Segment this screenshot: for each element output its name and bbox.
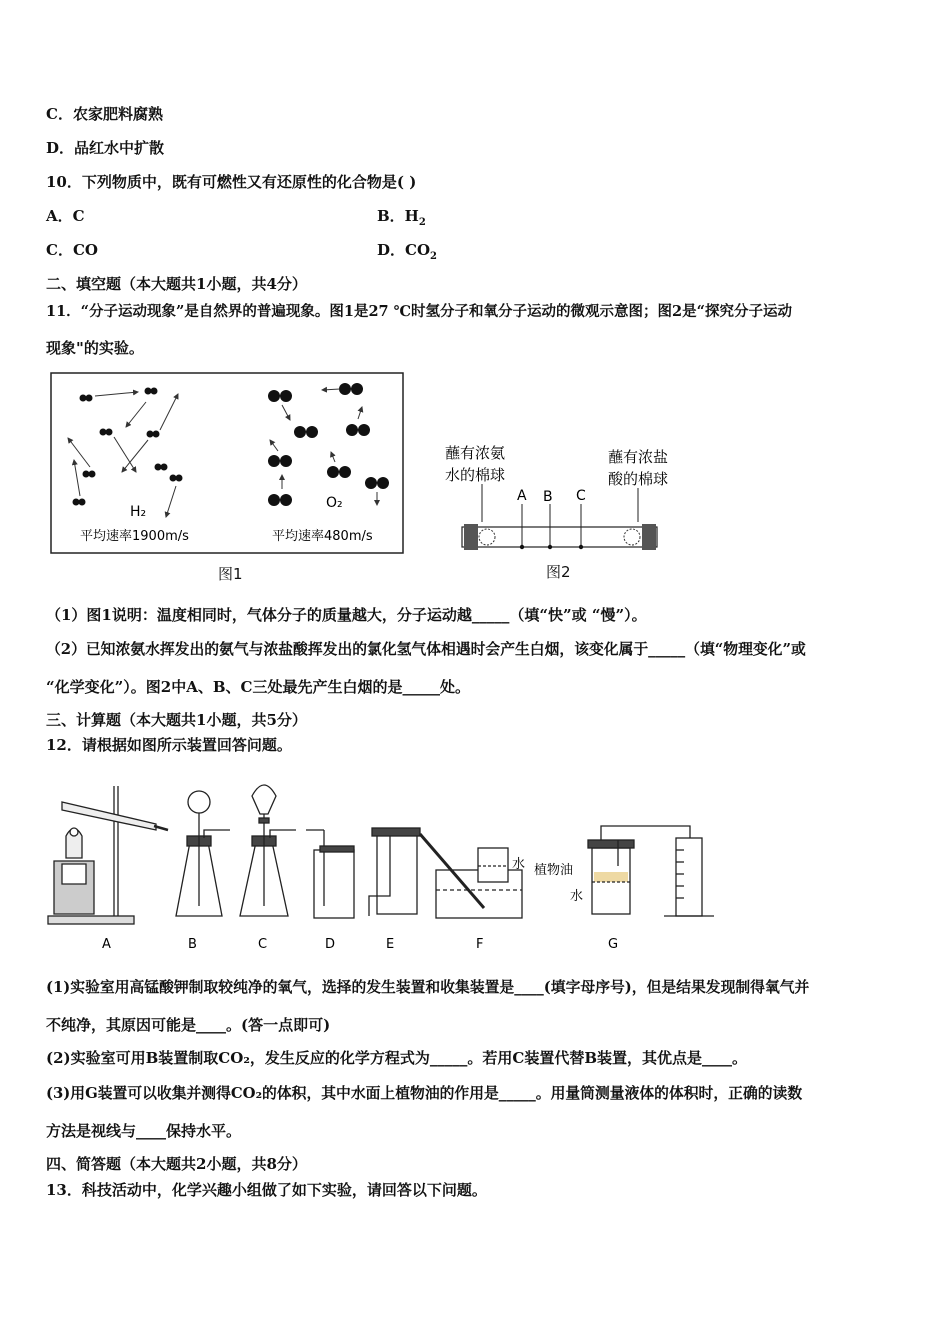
left-label-1: 蘸有浓氨	[445, 444, 506, 462]
question-12: 12．请根据如图所示装置回答问题。	[46, 736, 292, 754]
question-12-part3-line2: 方法是视线与____保持水平。	[46, 1122, 242, 1140]
o2-speed: 平均速率480m/s	[272, 529, 373, 544]
question-10: 10．下列物质中，既有可燃性又有还原性的化合物是( )	[46, 173, 417, 191]
question-11-part1: （1）图1说明：温度相同时，气体分子的质量越大，分子运动越_____（填“快”或 “慢”）。	[46, 606, 647, 624]
apparatus-label-b: B	[188, 937, 197, 952]
question-12-part1-line2: 不纯净，其原因可能是____。(答一点即可)	[46, 1016, 331, 1034]
right-label-2: 酸的棉球	[608, 470, 669, 488]
o2-label: O₂	[326, 495, 343, 511]
question-12-part1-line1: (1)实验室用高锰酸钾制取较纯净的氧气，选择的发生装置和收集装置是____(填字母序号)，但是结果发现制得氧气并	[46, 979, 810, 996]
question-13: 13．科技活动中，化学兴趣小组做了如下实验，请回答以下问题。	[46, 1181, 487, 1199]
option-9d: D．品红水中扩散	[46, 139, 165, 157]
point-a-label: A	[517, 488, 527, 504]
point-b-label: B	[543, 489, 553, 505]
figure-1-molecule-motion	[50, 372, 404, 554]
right-label-1: 蘸有浓盐	[608, 448, 669, 466]
h2-label: H₂	[130, 504, 147, 520]
option-10c: C．CO	[46, 241, 98, 259]
section-4-heading: 四、简答题（本大题共2小题，共8分）	[46, 1155, 307, 1173]
point-c-label: C	[576, 488, 586, 504]
option-10a: A．C	[46, 207, 85, 225]
question-12-part3-line1: (3)用G装置可以收集并测得CO₂的体积，其中水面上植物油的作用是_____。用量筒测量液体的体积时，正确的读数	[46, 1085, 803, 1102]
figure-1-caption: 图1	[218, 565, 243, 583]
question-11-part2-line2: “化学变化”）。图2中A、B、C三处最先产生白烟的是_____处。	[46, 678, 470, 696]
option-9c: C．农家肥料腐熟	[46, 105, 163, 123]
figure-2-diffusion-tube	[440, 440, 670, 560]
water-label-g: 水	[570, 889, 584, 904]
oil-label: 植物油	[534, 863, 574, 878]
section-2-heading: 二、填空题（本大题共1小题，共4分）	[46, 275, 307, 293]
apparatus-labels	[102, 937, 618, 952]
option-10b: B．$H_2$	[377, 207, 426, 228]
left-label-2: 水的棉球	[445, 466, 506, 484]
figure-2-caption: 图2	[546, 563, 571, 581]
question-11-part2-line1: （2）已知浓氨水挥发出的氨气与浓盐酸挥发出的氯化氢气体相遇时会产生白烟，该变化属于_____（填“物理变化”或	[46, 641, 806, 658]
water-label-f: 水	[512, 857, 526, 872]
lab-apparatus-figure	[44, 766, 714, 956]
apparatus-label-a: A	[102, 937, 111, 952]
apparatus-label-g: G	[608, 937, 619, 952]
question-12-part2: (2)实验室可用B装置制取CO₂，发生反应的化学方程式为_____。若用C装置代替B装置，其优点是____。	[46, 1049, 748, 1067]
h2-speed: 平均速率1900m/s	[80, 529, 189, 544]
section-3-heading: 三、计算题（本大题共1小题，共5分）	[46, 711, 307, 729]
question-11-line1: 11．“分子运动现象”是自然界的普遍现象。图1是27 ℃时氢分子和氧分子运动的微观示意图；图2是“探究分子运动	[46, 303, 792, 320]
apparatus-label-c: C	[258, 937, 268, 952]
apparatus-label-f: F	[476, 937, 484, 952]
apparatus-label-e: E	[386, 937, 395, 952]
question-11-line2: 现象"的实验。	[46, 339, 144, 357]
option-10d: D．$CO_2$	[377, 241, 437, 262]
apparatus-label-d: D	[325, 937, 336, 952]
